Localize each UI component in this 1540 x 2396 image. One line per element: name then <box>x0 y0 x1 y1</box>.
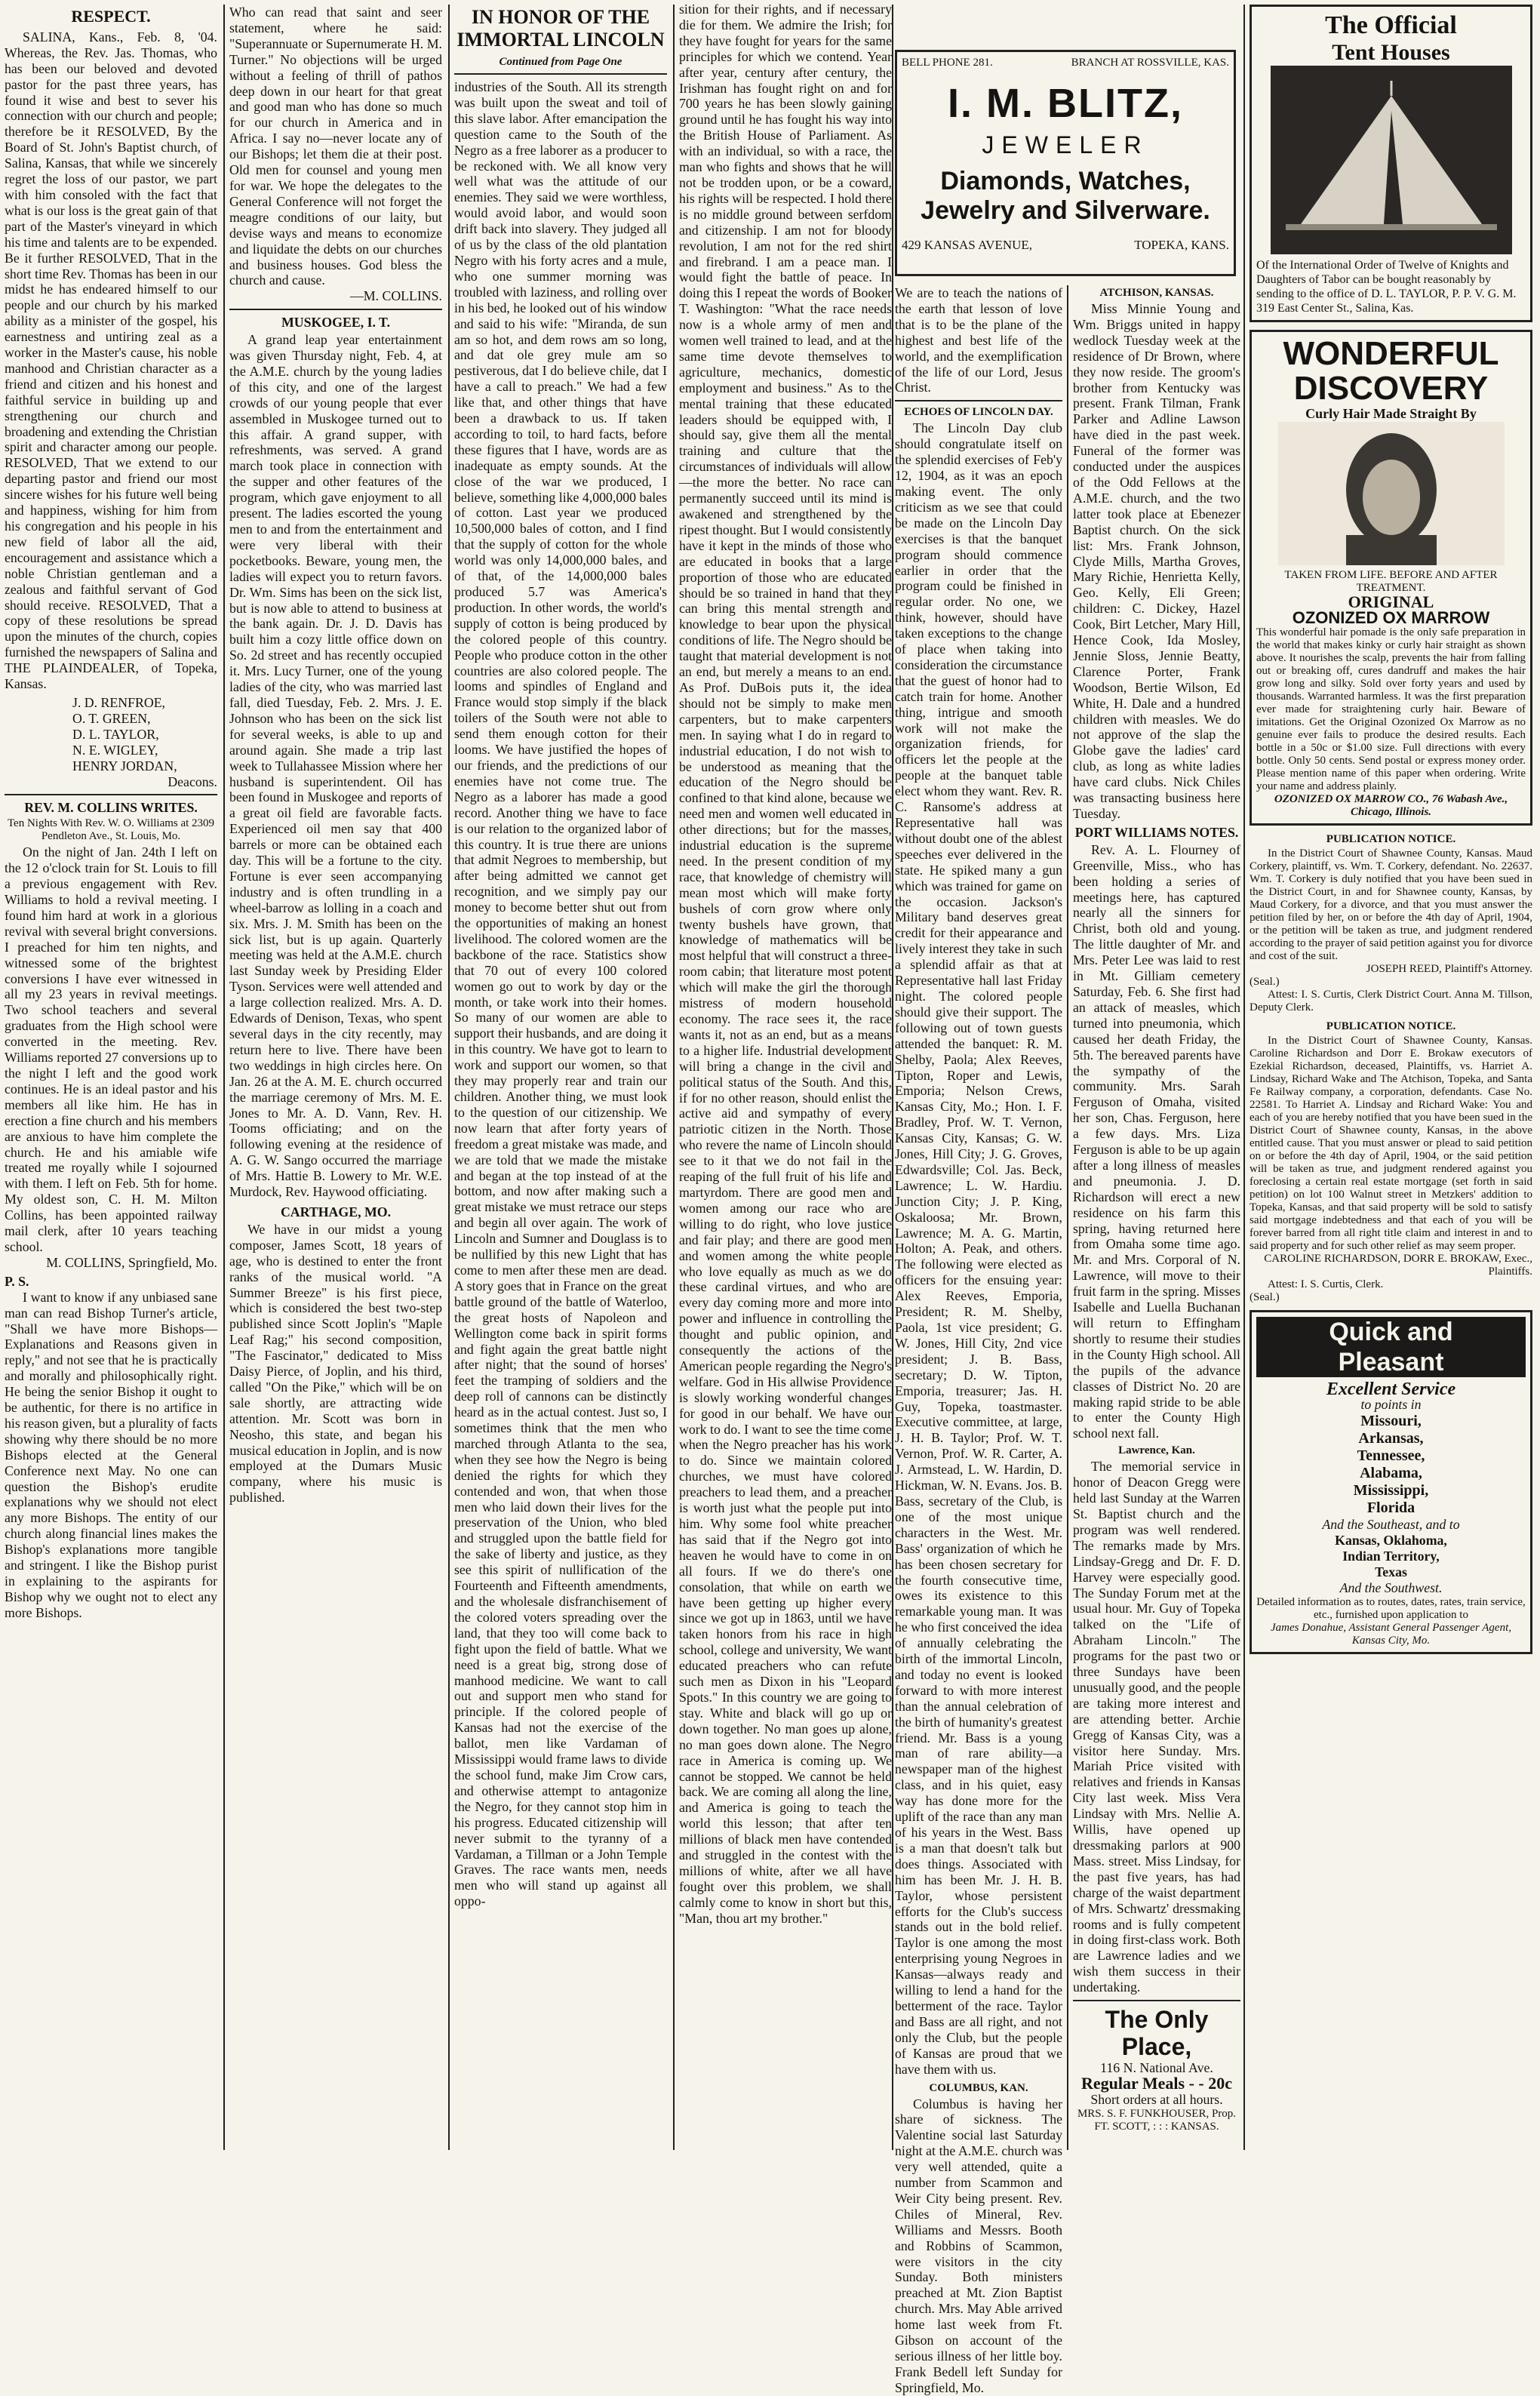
wonder-description: This wonderful hair pomade is the only safe preparation in the world that makes kinky or curly hair straight as shown above. It nourishes the scalp, prevents the hair from falling out or breaking off, cures dandruff and makes the hair grow long and silky. Sold over forty years and used by thousands. Warranted harmless. It was the first preparation ever made for straightening curly hair. Beware of imitations. Get the Original Ozonized Ox Marrow as no genuine ever fails to produce the desired results. Each bottle in a 50c or $1.00 size. Full directions with every bottle. Only 50 cents. Send postal or express money order. Please mention name of this paper when ordering. Write your name and address plainly. <box>1256 626 1526 792</box>
only-place-city: FT. SCOTT, : : : KANSAS. <box>1094 2120 1219 2133</box>
lincoln-headline: IN HONOR OF THE IMMORTAL LINCOLN <box>456 6 665 51</box>
divider <box>5 794 217 795</box>
collins-heading: REV. M. COLLINS WRITES. <box>24 800 198 816</box>
railway-detailed: Detailed information as to routes, dates, rates, train service, etc., furnished upon application to <box>1256 1595 1526 1621</box>
publication-notice-1-attest: Attest: I. S. Curtis, Clerk District Court. Anna M. Tillson, Deputy Clerk. <box>1250 988 1532 1013</box>
publication-notice-1-seal: (Seal.) <box>1250 975 1280 988</box>
blitz-name: I. M. BLITZ, <box>948 81 1183 126</box>
atchison-heading: ATCHISON, KANSAS. <box>1099 287 1214 299</box>
column-5 <box>895 285 1062 2395</box>
lincoln-article-part2: sition for their rights, and if necessary die for them. We admire the Irish; for they have fought for years for the same principles for which we contend. Year after year, century after century, the Irishman has fought right on and for 700 years he has been slowly gaining ground until he has fought his way into the British House of Parliament. As with an individual, so with a race, the man who fights and shows that he will not be trodden upon, or be a coward, his rights will be respected. I hold there is no middle ground between serfdom and citizenship. I am not for bloody revolution, I am not for the red shirt and firebrand. I am a peace man. I would fight the battle of peace. In doing this I repeat the words of Booker T. Washington: "What the race needs now is a whole army of men and women well trained to lead, and at the same time devote themselves to agriculture, mechanics, domestic employment and business." As to the mental training that these educated leaders should be equipped with, I should say, give them all the mental training and culture that the circumstances of individuals will allow—the more the better. No race can permanently succeed until its mind is awakened and strengthened by the ripest thought. But I would consistently have it kept in the minds of those who are educated in books that a large proportion of those who are educated should be so trained in hand that they can bring this mental strength and knowledge to bear upon the physical conditions of life. The Negro should be taught that material development is not an end, but merely a means to an end. As Prof. DuBois puts it, the idea should not be simply to make men carpenters, but to make carpenters men. In saying what I do in regard to industrial education, I do not wish to be understood as meaning that the education of the Negro should be confined to that kind alone, because we need men and women well educated in other directions; but for the masses, industrial education is the supreme need. In the present condition of my race, that knowledge of chemistry will mean most which will make forty bushels of corn grow where only twenty bushels have grown, that knowledge of mathematics will be most helpful that will construct a three-room cabin; that literature most potent which will make the girl the thorough mistress of modern household economy. The race sees it, the race wants it, not as an end, but as a means to a higher life. Industrial development will bring a change in the civil and political status of the South. And this, if for no other reason, should enlist the active aid and sympathy of every patriotic citizen in the North. Those who revere the name of Lincoln should see to it that we do not fail in the reaping of the full fruit of his life and martyrdom. There are good men and women among our race who are willing to do right, who love justice and fair play; and there are good men and women among the white people who love equally as much as we do these cardinal virtues, and who are every day coming more and more into power and influence in controlling the thought and public opinion, and consequently the actions of the American people regarding the Negro's welfare. God in His allwise Providence is slowly working wonderful changes for good in our behalf. We have our work to do. I want to see the time come when the Negro preacher has his work to do. Since we maintain colored churches, we must have colored preachers to lead them, and a preacher is worth just what the people put into him. Why some fool white preacher has said that if the Negro got into heaven he would have to come in on all fours. If we do there's one consolation, that while on earth we have been getting up higher every since we got up in 1863, until we have taken honors from his race in high school, college and university, We want educated preachers who can refute such men as Dixon in his "Leopard Spots." In this country we are going to stay. White and black will go up or down together. No man goes up alone, no man goes down alone. The Negro race in America is coming up. We cannot be stopped. We cannot be held back. We are coming all along the line, and America is going to teach the world this lesson; that after ten millions of black men have contended and struggled in the contest with the millions of white, after we all have fought over this problem, we shall calmly come to know in short but this, "Man, thou art my brother." <box>679 2 893 1926</box>
muskogee-heading: MUSKOGEE, I. T. <box>281 315 391 331</box>
only-place-orders: Short orders at all hours. <box>1090 2091 1223 2107</box>
wonder-caption: TAKEN FROM LIFE. BEFORE AND AFTER TREATMENT. <box>1284 568 1498 594</box>
signer: Deacons. <box>168 774 217 789</box>
column-rule <box>1243 5 1245 2150</box>
signers-list <box>5 695 217 789</box>
column-rule <box>1067 285 1068 2150</box>
divider <box>895 400 1062 401</box>
column-7 <box>1250 5 1532 2150</box>
column-rule <box>223 5 225 2150</box>
railway-agent: James Donahue, Assistant General Passenger Agent, Kansas City, Mo. <box>1271 1621 1511 1647</box>
lincoln-article-end: We are to teach the nations of the earth that lesson of love that is to be the plane of the highest and best life of the world, and the exemplification of the life of our Lord, Jesus Christ. <box>895 285 1062 395</box>
tent-title-1: The Official <box>1325 11 1457 39</box>
railway-state-list <box>1256 1413 1526 1517</box>
column-4 <box>679 2 893 2150</box>
publication-notice-2-attest: Attest: I. S. Curtis, Clerk. <box>1268 1278 1384 1290</box>
railway-state: Mississippi, <box>1353 1482 1429 1499</box>
newspaper-page <box>5 2 1535 2395</box>
respect-resolutions: SALINA, Kans., Feb. 8, '04. Whereas, the Rev. Jas. Thomas, who has been our beloved and devoted pastor for the past three years, has found it wise and best to sever his connection with our church and people; therefore be it RESOLVED, By the Board of St. John's Baptist church, of Salina, Kansas, that while we sincerely regret the loss of our pastor, we part with him consoled with the fact that what is our loss is the great gain of that part of the Master's vineyard in which his time and talents are to be expended. Be it further RESOLVED, That in the short time Rev. Thomas has been in our midst he has endeared himself to our people and our church by his marked ability as a minister of the gospel, his earnestness and untiring zeal as a worker in the Master's cause, his noble manhood and Christian character as a friend and citizen and his honest and faithful service in building up and strengthening our church and broadening and extending the Christian spirit and character among our people. RESOLVED, That we extend to our departing pastor and friend our most sincere wishes for his future well being and happiness, wishing for him from his congregation and his people in his new field of labor all the aid, encouragement and assistance which a noble Christian gentleman and a zealous and faithful servant of God should receive. RESOLVED, That a copy of these resolutions be spread upon the minutes of the church, copies furnished the newspapers of Salina and THE PLAINDEALER, of Topeka, Kansas. <box>5 29 217 692</box>
wonder-product-name: OZONIZED OX MARROW <box>1292 607 1490 627</box>
muskogee-article: A grand leap year entertainment was given Thursday night, Feb. 4, at the A.M.E. church by the young ladies of this city, and one of the largest crowds of our young people that ever assembled in Muskogee turned out to this affair. A grand supper, with refreshments, was served. A grand march took place in connection with the supper and other features of the program, which gave enjoyment to all present. The ladies escorted the young men to and from the entertainment and were very liberal with their pocketbooks. Beware, young men, the ladies will expect you to return favors. Dr. Wm. Sims has been on the sick list, but is now able to attend to business at the bank again. Dr. J. D. Davis has built him a cozy little office down on So. 2d street and has recently occupied it. Mrs. Lucy Turner, one of the young ladies of the city, who was married last fall, died Tuesday, Feb. 2. Mrs. J. E. Johnson who has been on the sick list for several weeks, is able to up and around again. She made a trip last week to Tullahassee Mission where her husband is superintendent. Oil has been found in Muskogee and reports of a great oil field are favorable facts. Experienced oil men say that 400 barrels or more can be obtained each day. This will be a fortune to the city. Fortune is ever seen accompanying industry and is often trundling in a wheel-barrow as lolling in a coach and six. Mrs. J. M. Smith has been on the sick list, but is up again. Quarterly meeting was held at the A.M.E. church last Sunday week by Presiding Elder Tyson. Services were well attended and a large collection realized. Mrs. A. D. Edwards of Denison, Texas, who spent several days in the city recently, may return here to live. There have been two weddings in high circles here. On Jan. 26 at the A. M. E. church occurred the marriage ceremony of Mrs. M. E. Jones to Mr. A. D. Vann, Rev. H. Tooms officiating; and on the following evening at the residence of A. G. W. Sango occurred the marriage of Mrs. Hattie B. Lowery to Mr. W.E. Murdock, Rev. Haywood officiating. <box>229 332 442 1200</box>
tent-illustration <box>1271 66 1512 254</box>
column-1 <box>5 5 217 2150</box>
only-place-title: The Only Place, <box>1105 2006 1209 2061</box>
publication-notice-1: In the District Court of Shawnee County, Kansas. Maud Corkery, plaintiff, vs. Wm. T. Corkery, defendant. No. 22637. Wm. T. Corkery is duly notified that you have been sued in the District Court, in and for Shawnee county, Kansas, by Maud Corkery, for a divorce, and that you must answer the petition filed by her, on or before the 4th day of April, 1904, or the petition will be taken as true, and judgment rendered according to the prayer of said petition against you for divorce and cost of the suit. <box>1250 847 1532 962</box>
railway-state: Missouri, <box>1360 1413 1422 1430</box>
collins-subheading: Ten Nights With Rev. W. O. Williams at 2309 Pendleton Ave., St. Louis, Mo. <box>7 817 215 843</box>
columbus-heading: COLUMBUS, KAN. <box>929 2081 1028 2094</box>
collins-signature: M. COLLINS, Springfield, Mo. <box>46 1254 217 1270</box>
collins-continued: Who can read that saint and seer statement, where he said: "Superannuate or Supernumerate H. M. Turner." No objections will be urged without a feeling of thrill of pathos deep down in our heart for that great and good man who has done so much for our church in America and in Africa. I say no—never locate any of our Bishops; let them die at their post. Old men for counsel and young men for war. We hope the delegates to the General Conference will not forget the meagre conditions of our laity, but devise ways and means to economize and liquidate the debts on our churches and business houses. God bless the church and cause. <box>229 5 442 288</box>
railway-southwest: And the Southwest. <box>1339 1579 1443 1595</box>
railway-state: Arkansas, <box>1358 1430 1424 1447</box>
ps-article: I want to know if any unbiased sane man can read Bishop Turner's article, "Shall we have more Bishops—Explanations and Reasons given in reply," and not see that he is practically and morally and philosophically right. He being the senior Bishop it ought to be authentic, for there is no artifice in his reason given, but a plurality of facts showing why there should be no more Bishops elected at the General Conference next May. No one can question the Bishop's erudite explanations why we should not elect any more Bishops. The entity of our church along financial lines makes the Bishop's explanations more tangible and stringent. I like the Bishop purist in explaining to the aspirants for Bishop why we ought not to elect any more Bishops. <box>5 1289 217 1620</box>
before-after-portrait <box>1278 422 1505 565</box>
publication-notice-1-signature: JOSEPH REED, Plaintiff's Attorney. <box>1366 962 1532 975</box>
tent-description: Of the International Order of Twelve of Knights and Daughters of Tabor can be bought reasonably by sending to the office of D. L. TAYLOR, P. P. V. G. M. 319 East Center St., Salina, Kas. <box>1256 258 1517 315</box>
blitz-phone: BELL PHONE 281. <box>902 57 993 69</box>
column-rule <box>448 5 450 2150</box>
railway-texas: Texas <box>1375 1564 1407 1580</box>
railway-pleasant: Pleasant <box>1256 1347 1526 1377</box>
echoes-heading: ECHOES OF LINCOLN DAY. <box>904 406 1053 419</box>
collins-article: On the night of Jan. 24th I left on the 12 o'clock train for St. Louis to fill a previous engagement with Rev. Williams to hold a revival meeting. I found him hard at work in a glorious revival with several bright conversions. I preached for him ten nights, and witnessed some of the brightest conversions I have ever witnessed in all my 23 years in revival meetings. Two school teachers and several graduates from the High school were converted in the meeting. Rev. Williams reported 27 conversions up to the night I left and the good work continues. He is an ideal pastor and his members all like him. He has in erection a fine church and his members are anxious to have him complete the church. He and his amiable wife treated me royally while I sojourned with them. I left on Feb. 5th for home. My oldest son, C. H. M. Milton Collins, has been appointed railway mail clerk, after 10 years teaching school. <box>5 844 217 1254</box>
railway-points: to points in <box>1360 1397 1422 1413</box>
railway-indian-territory: Indian Territory, <box>1342 1549 1440 1564</box>
railway-excellent: Excellent Service <box>1326 1379 1456 1399</box>
blitz-city: TOPEKA, KANS. <box>1134 238 1229 252</box>
only-place-ad <box>1073 2006 1240 2133</box>
divider <box>1073 2000 1240 2001</box>
publication-notice-1-heading: PUBLICATION NOTICE. <box>1326 832 1456 845</box>
wonder-original: ORIGINAL <box>1348 592 1434 611</box>
blitz-jeweler-ad <box>895 50 1236 276</box>
wonder-company: OZONIZED OX MARROW CO., 76 Wabash Ave., Chicago, Illinois. <box>1274 792 1508 818</box>
railway-ad <box>1250 1310 1532 1654</box>
railway-state: Alabama, <box>1360 1465 1422 1482</box>
fortwilliams-heading: PORT WILLIAMS NOTES. <box>1074 824 1239 840</box>
blitz-address: 429 KANSAS AVENUE, <box>902 238 1033 252</box>
wonder-tagline: Curly Hair Made Straight By <box>1305 405 1477 421</box>
wonder-title-1: WONDERFUL <box>1283 334 1499 372</box>
atchison-article: Miss Minnie Young and Wm. Briggs united in happy wedlock Tuesday week at the residence of Dr Brown, where they now reside. The groom's brother from Kentucky was present. Frank Tilman, Frank Parker and Adline Lawson have died in the past week. Funeral of the former was conducted under the auspices of the Odd Fellows at the A.M.E. church, and the two latter took place at Ebenezer Baptist church. On the sick list: Mrs. Frank Johnson, Clyde Mills, Martha Groves, Mary Richie, Henrietta Kelly, Geo. Kelly, Eli Green; children: C. Dickey, Hazel Cook, Birt Letcher, Mary Hill, Hence Cook, Ida Mosley, Jennie Sloss, Jennie Beatty, Clarence Porter, Frank Woodson, Bertie Wilson, Ed White, H. Dale and a hundred children with measles. We do not approve of the slap the Globe gave the ladies' card club, as long as white ladies have card clubs. Nick Chiles was transacting business here Tuesday. <box>1073 301 1240 821</box>
blitz-ad-topline <box>902 57 1229 69</box>
signer: D. L. TAYLOR, <box>72 726 159 742</box>
railway-kansas: Kansas, Oklahoma, <box>1335 1533 1447 1549</box>
fortwilliams-article: Rev. A. L. Flourney of Greenville, Miss., who has been holding a series of meetings here, has captured nearly all the sinners for Christ, both old and young. The little daughter of Mr. and Mrs. Peter Lee was laid to rest in Mt. Gilliam cemetery Saturday, Feb. 6. She first had an attack of measles, which turned into pneumonia, which caused her death Friday, the 5th. The bereaved parents have the sympathy of the community. Mrs. Sarah Ferguson of Omaha, visited her son, Chas. Ferguson, here a few days. Mrs. Liza Ferguson is able to be up again after a long illness of measles and pneumonia. J. D. Richardson will erect a new residence on his farm this spring, having returned here from Omaha some time ago. Mr. and Mrs. Corporal of N. Lawrence, will move to their fruit farm in the spring. Misses Isabelle and Luella Buchanan will return to Effingham shortly to resume their studies in the County High school. All the pupils of the advance classes of District No. 20 are making rapid stride to be able to enter the County High school next fall. <box>1073 841 1240 1441</box>
column-3 <box>454 5 667 2150</box>
continued-note: Continued from Page One <box>499 56 622 68</box>
column-rule <box>673 5 675 2150</box>
blitz-ad-bottomline <box>902 238 1229 253</box>
signer: J. D. RENFROE, <box>72 694 166 710</box>
publication-notice-2-heading: PUBLICATION NOTICE. <box>1326 1020 1456 1032</box>
columbus-article: Columbus is having her share of sickness. The Valentine social last Saturday night at the A.M.E. church was very well attended, quite a number from Scammon and Weir City being present. Rev. Chiles of Mineral, Rev. Williams and Messrs. Booth and Robbins of Scammon, were visitors in the city Sunday. Both ministers preached at Mt. Zion Baptist church. Mrs. May Able arrived home last week from Ft. Gibson on account of the serious illness of her little boy. Frank Bedell left Sunday for Springfield, Mo. <box>895 2096 1062 2395</box>
signer: N. E. WIGLEY, <box>72 742 158 758</box>
publication-notice-2: In the District Court of Shawnee County, Kansas. Caroline Richardson and Dorr E. Brokaw executors of Ezekial Richardson, deceased, Plaintiffs, vs. Harriet A. Lindsay, Richard Wake and The Atchison, Topeka, and Santa Fe Railway company, a corporation, defendants. Case No. 22581. To Harriet A. Lindsay and Richard Wake: You and each of you are hereby notified that you have been sued in the District Court of Shawnee county, Kansas, in the above entitled cause. That you must answer or plead to said petition on or before the 4th day of April, 1904, or the said petition will be taken as true, and judgment rendered against you foreclosing a certain real estate mortgage (set forth in said petition) on lot 100 Walnut street in Metzkers' addition to Topeka, Kansas, and that said property will be sold to satisfy said mortgage indebtedness and that each of you will be forever barred from all right title claim and interest in and to said property and for such other relief as may seem proper. <box>1250 1034 1532 1252</box>
blitz-branch: BRANCH AT ROSSVILLE, KAS. <box>1071 57 1229 69</box>
publication-notice-2-seal: (Seal.) <box>1250 1290 1280 1303</box>
ox-marrow-ad <box>1250 330 1532 826</box>
blitz-line2: Jewelry and Silverware. <box>921 196 1210 225</box>
only-place-proprietor: MRS. S. F. FUNKHOUSER, Prop. <box>1077 2107 1237 2120</box>
railway-southeast: And the Southeast, and to <box>1322 1517 1460 1533</box>
lincoln-article-part1: industries of the South. All its strength was built upon the sweat and toil of this slave labor. After emancipation the question came to the South of the Negro as a free laborer as a producer to be reckoned with. We all know very well what was the attitude of our enemies. They said we were worthless, would avoid labor, and would soon drift back into slavery. They judged all of us by the class of the old plantation Negro with his forty acres and a mule, who one summer morning was troubled with laziness, and rolling over in his bed, he looked out of his window and said to his wife: "Miranda, de sun am so hot, and dem rows am so long, and dat ole grey mule am so pestiverous, dat I do believe chile, dat I have a call to preach." We had a few like that, and other things that have been a drawback to us. If taken according to toil, to hard facts, before these figures that I have, words are as inadequate as empty sounds. At the close of the war we produced, I believe, something like 4,000,000 bales of cotton. Last year we produced 10,500,000 bales of cotton, and I find that the supply of cotton for the whole world was only 14,000,000 bales, and of that, of the 14,000,000 bales produced 5.7 was America's production. In other words, the world's supply of cotton is being produced by the colored people of this country. People who produce cotton in the other countries are also colored people. The looms and spindles of England and France would stop simply if the black toilers of the South were not able to send them enough cotton for their looms. We have justified the hopes of our friends, and the predictions of our enemies have not come true. The Negro as a laborer has made a good record. Another thing we have to face is our relation to the organized labor of this country. It is true there are unions that admit Negroes to membership, but after being admitted we cannot get recognition, and we simply pay our money to become better shut out from the opportunities of making an honest livelihood. The colored women are the backbone of the race. Statistics show that 70 out of every 100 colored women go out to work by day or the month, or take work into their homes. So many of our women are able to support their husbands, and are doing it in this country. We have got to learn to work and support our women, so that they may properly rear and train our children. Another thing, we must look to the question of our citizenship. We now learn that after forty years of freedom a great mistake was made, and we are told that we made the mistake and began at the top instead of at the bottom, and now after making such a great mistake we must retrace our steps and begin all over again. The work of Lincoln and Sumner and Douglass is to be nullified by this new Light that has come to men after these men are dead. A story goes that in France on the great battle ground of the battle of Waterloo, the great hosts of Napoleon and Wellington come back in spirit forms and fight again the great battle night after night; that the sound of horses' feet the tramping of soldiers and the deep roll of cannons can be distinctly heard as in the actual contest. Just so, I sometimes think that the men who marched through Atlanta to the sea, when they see how the Negro is being denied the rights for which they contended and won, that when those men who laid down their lives for the preservation of the Union, who bled and struggled upon the battle field for the sake of liberty and justice, as they see this spirit of nullification of the Fourteenth and Fifteenth amendments, and the wholesale disfranchisement of the colored voters spreading over the land, that they too will come back to fight upon the field of battle. What we need is a great big, strong dose of manhood medicine. We want to call out and support men who stand for principle. If the colored people of Kansas had not the exercise of the ballot, men like Vardaman of Mississippi would frame laws to divide the school fund, make Jim Crow cars, and otherwise attempt to antagonize the Negro, for they cannot stop him in his progress. Educated citizenship will never submit to the tyranny of a Vardaman, a Tillman or a John Temple Graves. The race wants men, needs men who will stand up against all oppo- <box>454 79 667 1909</box>
signer: O. T. GREEN, <box>72 710 151 726</box>
divider <box>229 309 442 310</box>
collins-continued-signature: —M. COLLINS. <box>349 288 442 304</box>
only-place-meals: Regular Meals - - 20c <box>1081 2073 1232 2093</box>
railway-quick: Quick and <box>1256 1317 1526 1347</box>
tent-houses-ad <box>1250 5 1532 322</box>
lawrence-article: The memorial service in honor of Deacon Gregg were held last Sunday at the Warren St. Baptist church and the program was well rendered. The remarks made by Mrs. Lindsay-Gregg and Dr. F. D. Harvey were especially good. The Sunday Forum met at the usual hour. Mr. Guy of Topeka talked on the "Life of Abraham Lincoln." The programs for the past two or three Sundays have been unusually good, and the people are taking more interest and are attending better. Archie Gregg of Kansas City, was a visitor here Sunday. Mrs. Mariah Price visited with relatives and friends in Kansas City last week. Miss Vera Lindsay with Mrs. Nellie A. Willis, have opened up dressmaking parlors at 900 Mass. street. Miss Lindsay, for the past five years, has had charge of the waist department of Mrs. Schwartz' dressmaking rooms and is fully competent in doing first-class work. Both are Lawrence ladies and we wish them success in their undertaking. <box>1073 1459 1240 1995</box>
carthage-heading: CARTHAGE, MO. <box>280 1204 392 1220</box>
column-rule <box>892 5 893 2150</box>
railway-state: Tennessee, <box>1357 1447 1425 1465</box>
ps-heading: P. S. <box>5 1273 29 1289</box>
column-2 <box>229 5 442 2150</box>
divider <box>454 73 667 75</box>
signer: HENRY JORDAN, <box>72 758 177 774</box>
only-place-address: 116 N. National Ave. <box>1100 2060 1213 2076</box>
column-6 <box>1073 285 1240 2150</box>
wonder-title-2: DISCOVERY <box>1293 369 1489 407</box>
blitz-line1: Diamonds, Watches, <box>940 167 1191 195</box>
lawrence-heading: Lawrence, Kan. <box>1118 1444 1195 1457</box>
publication-notice-2-signature: CAROLINE RICHARDSON, DORR E. BROKAW, Exec., Plaintiffs. <box>1264 1252 1532 1278</box>
carthage-article: We have in our midst a young composer, James Scott, 18 years of age, who is destined to enter the front ranks of the musical world. "A Summer Breeze" is his first piece, which is considered the best two-step published since Scott Joplin's "Maple Leaf Rag;" his second composition, "The Fascinator," dedicated to Miss Daisy Pierce, of Joplin, and his third, called "On the Pike," which will be on sale shortly, are attracting wide attention. Mr. Scott was born in Neosho, this state, and began his musical education in Joplin, and is now employed at the Dumars Music company, where his music is published. <box>229 1221 442 1506</box>
blitz-trade: JEWELER <box>982 131 1149 158</box>
railway-state: Florida <box>1366 1499 1416 1517</box>
echoes-article: The Lincoln Day club should congratulate itself on the splendid exercises of Feb'y 12, 1904, as it was an epoch making event. The only criticism as we see that could be made on the Lincoln Day exercises is that the banquet program should commence earlier in order that the program could be finished in regular order. No one, we think, however, should have taken exceptions to the change of place when taking into consideration the circumstance that the guest of honor had to catch train for home. Another thing, intrigue and smooth work will not make the organization friends, for officers let the people at the people at the banquet table elect whom they want. Rev. R. C. Ransome's address at Representative hall was without doubt one of the ablest speeches ever delivered in the state. He spiked many a gun which was trained for game on the occasion. Jackson's Military band deserves great credit for their appearance and lively interest they take in such a splendid affair as that at Representative hall last Friday night. The colored people should give their support. The following out of town guests attended the banquet: R. M. Shelby, Paola; Alex Reeves, Tipton, Roper and Lewis, Emporia; Nelson Crews, Kansas City, Mo.; Hon. I. F. Bradley, Prof. W. T. Vernon, Kansas City, Kansas; G. W. Jones, Hill City; J. G. Groves, Edwardsville; Col. Jas. Beck, Lawrence; L. W. Hardiu. Junction City; J. P. King, Oskaloosa; Mr. Brown, Lawrence; M. A. G. Martin, Holton; A. Peak, and others. The following were elected as officers for the ensuing year: Alex Reeves, Emporia, President; R. M. Shelby, Paola, 1st vice president; G. W. Jones, Hill City, 2nd vice president; J. B. Bass, secretary; D. W. Tipton, Emporia, treasurer; Jas. H. Guy, Topeka, toastmaster. Executive committee, at large, J. H. B. Taylor; Prof. W. T. Vernon, Prof. W. R. Carter, A. J. Armstead, L. W. Hardin, D. Hickman, W. N. Evans. Jos. B. Bass, secretary of the Club, is one of the most unique characters in the West. Mr. Bass' organization of which he has been chosen secretary for the fourth consecutive time, owes its existence to this remarkable young man. It was he who first conceived the idea of annually celebrating the birth of the immortal Lincoln, and today no event is looked forward to with more interest than the annual celebration of the birth of humanity's greatest friend. Mr. Bass is a young man of rare ability—a newspaper man of the highest class, and in his quiet, easy way has done more for the uplift of the race than any man of his years in the West. Bass is a man that doesn't talk but does things. Associated with him has been Mr. J. H. B. Taylor, whose persistent efforts for the Club's success stands out in the bold relief. Taylor is one among the most enterprising young Negroes in Kansas—always ready and willing to lend a hand for the betterment of the race. Taylor and Bass are all right, and not only the Club, but the people of Kansas are proud that we have them with us. <box>895 420 1062 2077</box>
tent-title-2: Tent Houses <box>1332 40 1450 65</box>
respect-heading: RESPECT. <box>71 7 151 26</box>
